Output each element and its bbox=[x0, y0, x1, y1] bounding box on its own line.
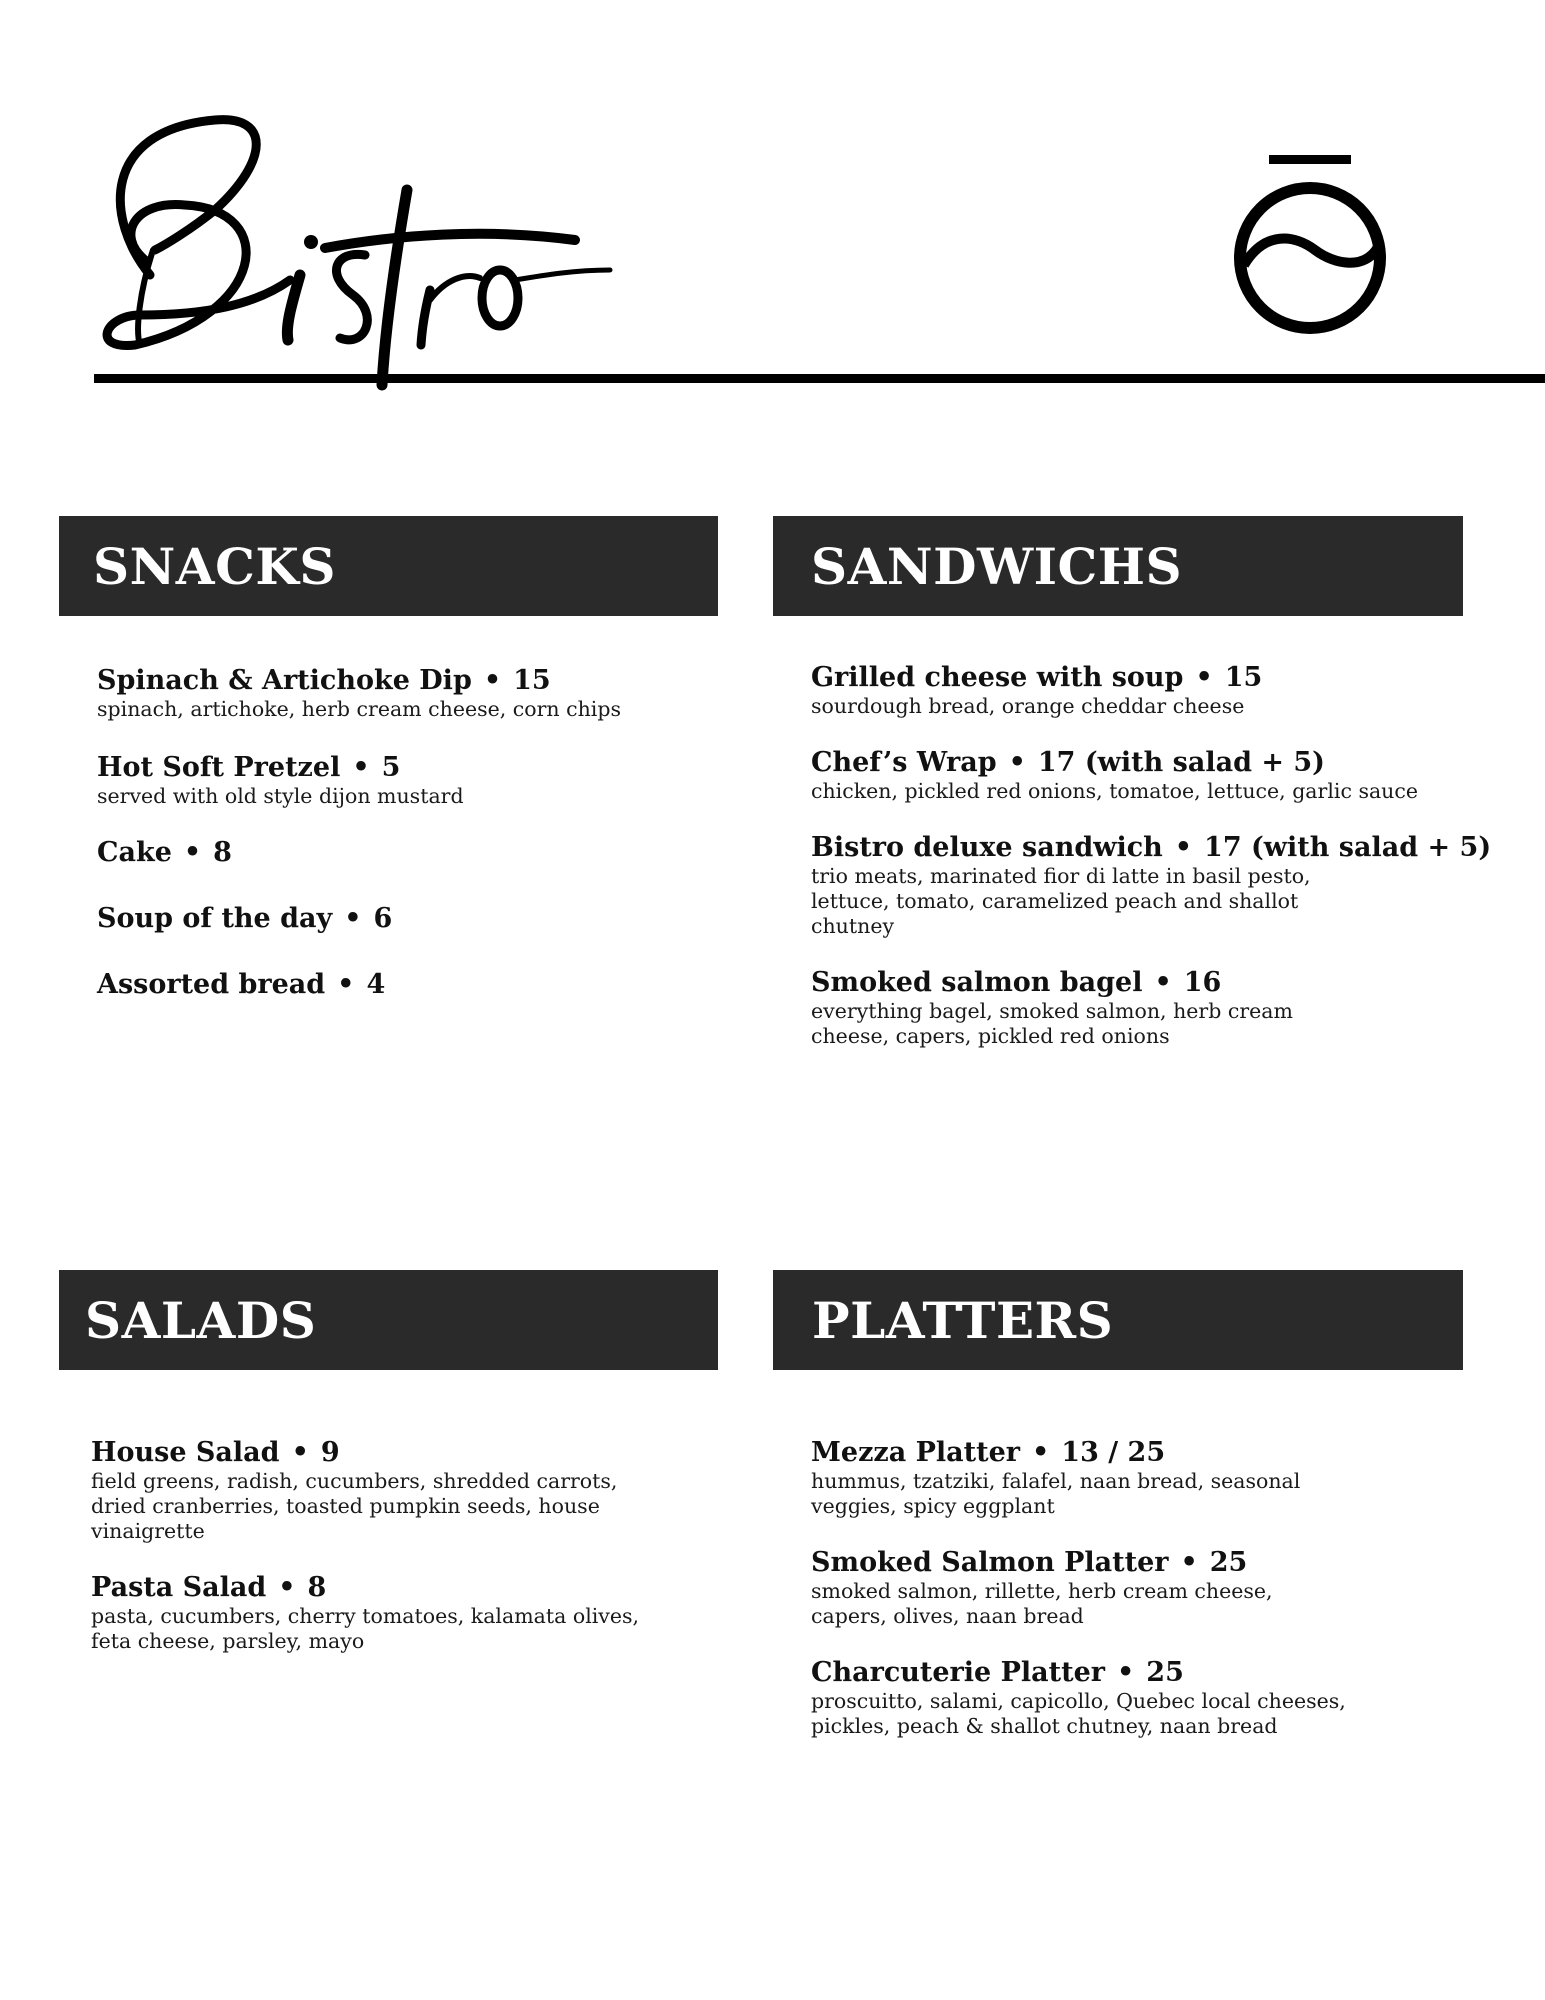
item-name: Mezza Platter bbox=[811, 1437, 1021, 1468]
section-title: PLATTERS bbox=[812, 1290, 1114, 1350]
item-name: Soup of the day bbox=[97, 903, 333, 934]
menu-item: Mezza Platter • 13 / 25 hummus, tzatziki, falafel, naan bread, seasonal veggies, spicy eggplant bbox=[811, 1437, 1451, 1519]
item-price: 17 (with salad + 5) bbox=[1037, 747, 1325, 778]
item-price: 6 bbox=[373, 903, 393, 934]
item-price: 5 bbox=[381, 752, 401, 783]
menu-item: Soup of the day • 6 bbox=[97, 903, 393, 934]
item-description: everything bagel, smoked salmon, herb cream cheese, capers, pickled red onions bbox=[811, 999, 1293, 1048]
menu-item: Chef’s Wrap • 17 (with salad + 5) chicken, pickled red onions, tomatoe, lettuce, garlic sauce bbox=[811, 747, 1471, 804]
item-name: Chef’s Wrap bbox=[811, 747, 997, 778]
circle-wave-with-bar-icon bbox=[1230, 155, 1390, 340]
menu-item: Cake • 8 bbox=[97, 837, 232, 868]
item-description: pasta, cucumbers, cherry tomatoes, kalamata olives, feta cheese, parsley, mayo bbox=[91, 1604, 640, 1653]
menu-item: Hot Soft Pretzel • 5 served with old style dijon mustard bbox=[97, 752, 717, 809]
menu-item: Pasta Salad • 8 pasta, cucumbers, cherry tomatoes, kalamata olives, feta cheese, parsley, mayo bbox=[91, 1572, 691, 1654]
item-price: 16 bbox=[1183, 967, 1222, 998]
item-name: Cake bbox=[97, 837, 172, 868]
item-price: 4 bbox=[366, 969, 386, 1000]
item-name: Assorted bread bbox=[97, 969, 326, 1000]
section-header-snacks bbox=[59, 516, 718, 616]
section-title: SNACKS bbox=[93, 536, 336, 596]
menu-item: Spinach & Artichoke Dip • 15 spinach, artichoke, herb cream cheese, corn chips bbox=[97, 665, 717, 722]
header-divider bbox=[94, 374, 1545, 383]
section-title: SALADS bbox=[85, 1290, 317, 1350]
item-price: 13 / 25 bbox=[1061, 1437, 1166, 1468]
item-description: smoked salmon, rillette, herb cream cheese, capers, olives, naan bread bbox=[811, 1579, 1273, 1628]
item-name: Smoked Salmon Platter bbox=[811, 1547, 1169, 1578]
item-description: served with old style dijon mustard bbox=[97, 784, 464, 808]
item-price: 15 bbox=[513, 665, 551, 696]
menu-item: Charcuterie Platter • 25 proscuitto, salami, capicollo, Quebec local cheeses, pickles, peach & shallot chutney, naan bread bbox=[811, 1657, 1451, 1739]
item-description: hummus, tzatziki, falafel, naan bread, seasonal veggies, spicy eggplant bbox=[811, 1469, 1301, 1518]
section-list-platters bbox=[811, 1437, 1451, 1769]
menu-item: Smoked Salmon Platter • 25 smoked salmon, rillette, herb cream cheese, capers, olives, naan bread bbox=[811, 1547, 1451, 1629]
item-description: chicken, pickled red onions, tomatoe, lettuce, garlic sauce bbox=[811, 779, 1419, 803]
section-title: SANDWICHS bbox=[811, 536, 1183, 596]
menu-item: Assorted bread • 4 bbox=[97, 969, 386, 1000]
item-name: Smoked salmon bagel bbox=[811, 967, 1143, 998]
item-price: 17 (with salad + 5) bbox=[1204, 832, 1492, 863]
section-list-snacks bbox=[97, 665, 717, 1035]
item-name: Bistro deluxe sandwich bbox=[811, 832, 1163, 863]
section-list-sandwichs bbox=[811, 662, 1492, 1079]
menu-item: Grilled cheese with soup • 15 sourdough bread, orange cheddar cheese bbox=[811, 662, 1471, 719]
menu-item: Bistro deluxe sandwich • 17 (with salad + 5) trio meats, marinated fior di latte in basil pesto, lettuce, tomato, caramelized peach and shallot chutney bbox=[811, 832, 1492, 938]
section-header-salads bbox=[59, 1270, 718, 1370]
item-description: spinach, artichoke, herb cream cheese, corn chips bbox=[97, 697, 621, 721]
bistro-script-logo bbox=[95, 100, 640, 400]
item-price: 25 bbox=[1209, 1547, 1248, 1578]
item-description: field greens, radish, cucumbers, shredded carrots, dried cranberries, toasted pumpkin seeds, house vinaigrette bbox=[91, 1469, 618, 1543]
item-name: Pasta Salad bbox=[91, 1572, 267, 1603]
item-price: 8 bbox=[213, 837, 232, 868]
menu-item: Smoked salmon bagel • 16 everything bagel, smoked salmon, herb cream cheese, capers, pickled red onions bbox=[811, 967, 1471, 1049]
item-description: trio meats, marinated fior di latte in basil pesto, lettuce, tomato, caramelized peach and shallot chutney bbox=[811, 864, 1311, 938]
item-price: 25 bbox=[1146, 1657, 1184, 1688]
section-header-platters bbox=[773, 1270, 1463, 1370]
item-price: 15 bbox=[1224, 662, 1263, 693]
item-name: House Salad bbox=[91, 1437, 280, 1468]
item-price: 8 bbox=[307, 1572, 327, 1603]
section-header-sandwichs bbox=[773, 516, 1463, 616]
item-price: 9 bbox=[320, 1437, 340, 1468]
section-list-salads bbox=[91, 1437, 691, 1684]
item-name: Charcuterie Platter bbox=[811, 1657, 1106, 1688]
item-description: sourdough bread, orange cheddar cheese bbox=[811, 694, 1245, 718]
item-description: proscuitto, salami, capicollo, Quebec local cheeses, pickles, peach & shallot chutney, naan bread bbox=[811, 1689, 1346, 1738]
menu-item: House Salad • 9 field greens, radish, cucumbers, shredded carrots, dried cranberries, toasted pumpkin seeds, house vinaigrette bbox=[91, 1437, 691, 1544]
item-name: Grilled cheese with soup bbox=[811, 662, 1184, 693]
item-name: Hot Soft Pretzel bbox=[97, 752, 341, 783]
item-name: Spinach & Artichoke Dip bbox=[97, 665, 472, 696]
